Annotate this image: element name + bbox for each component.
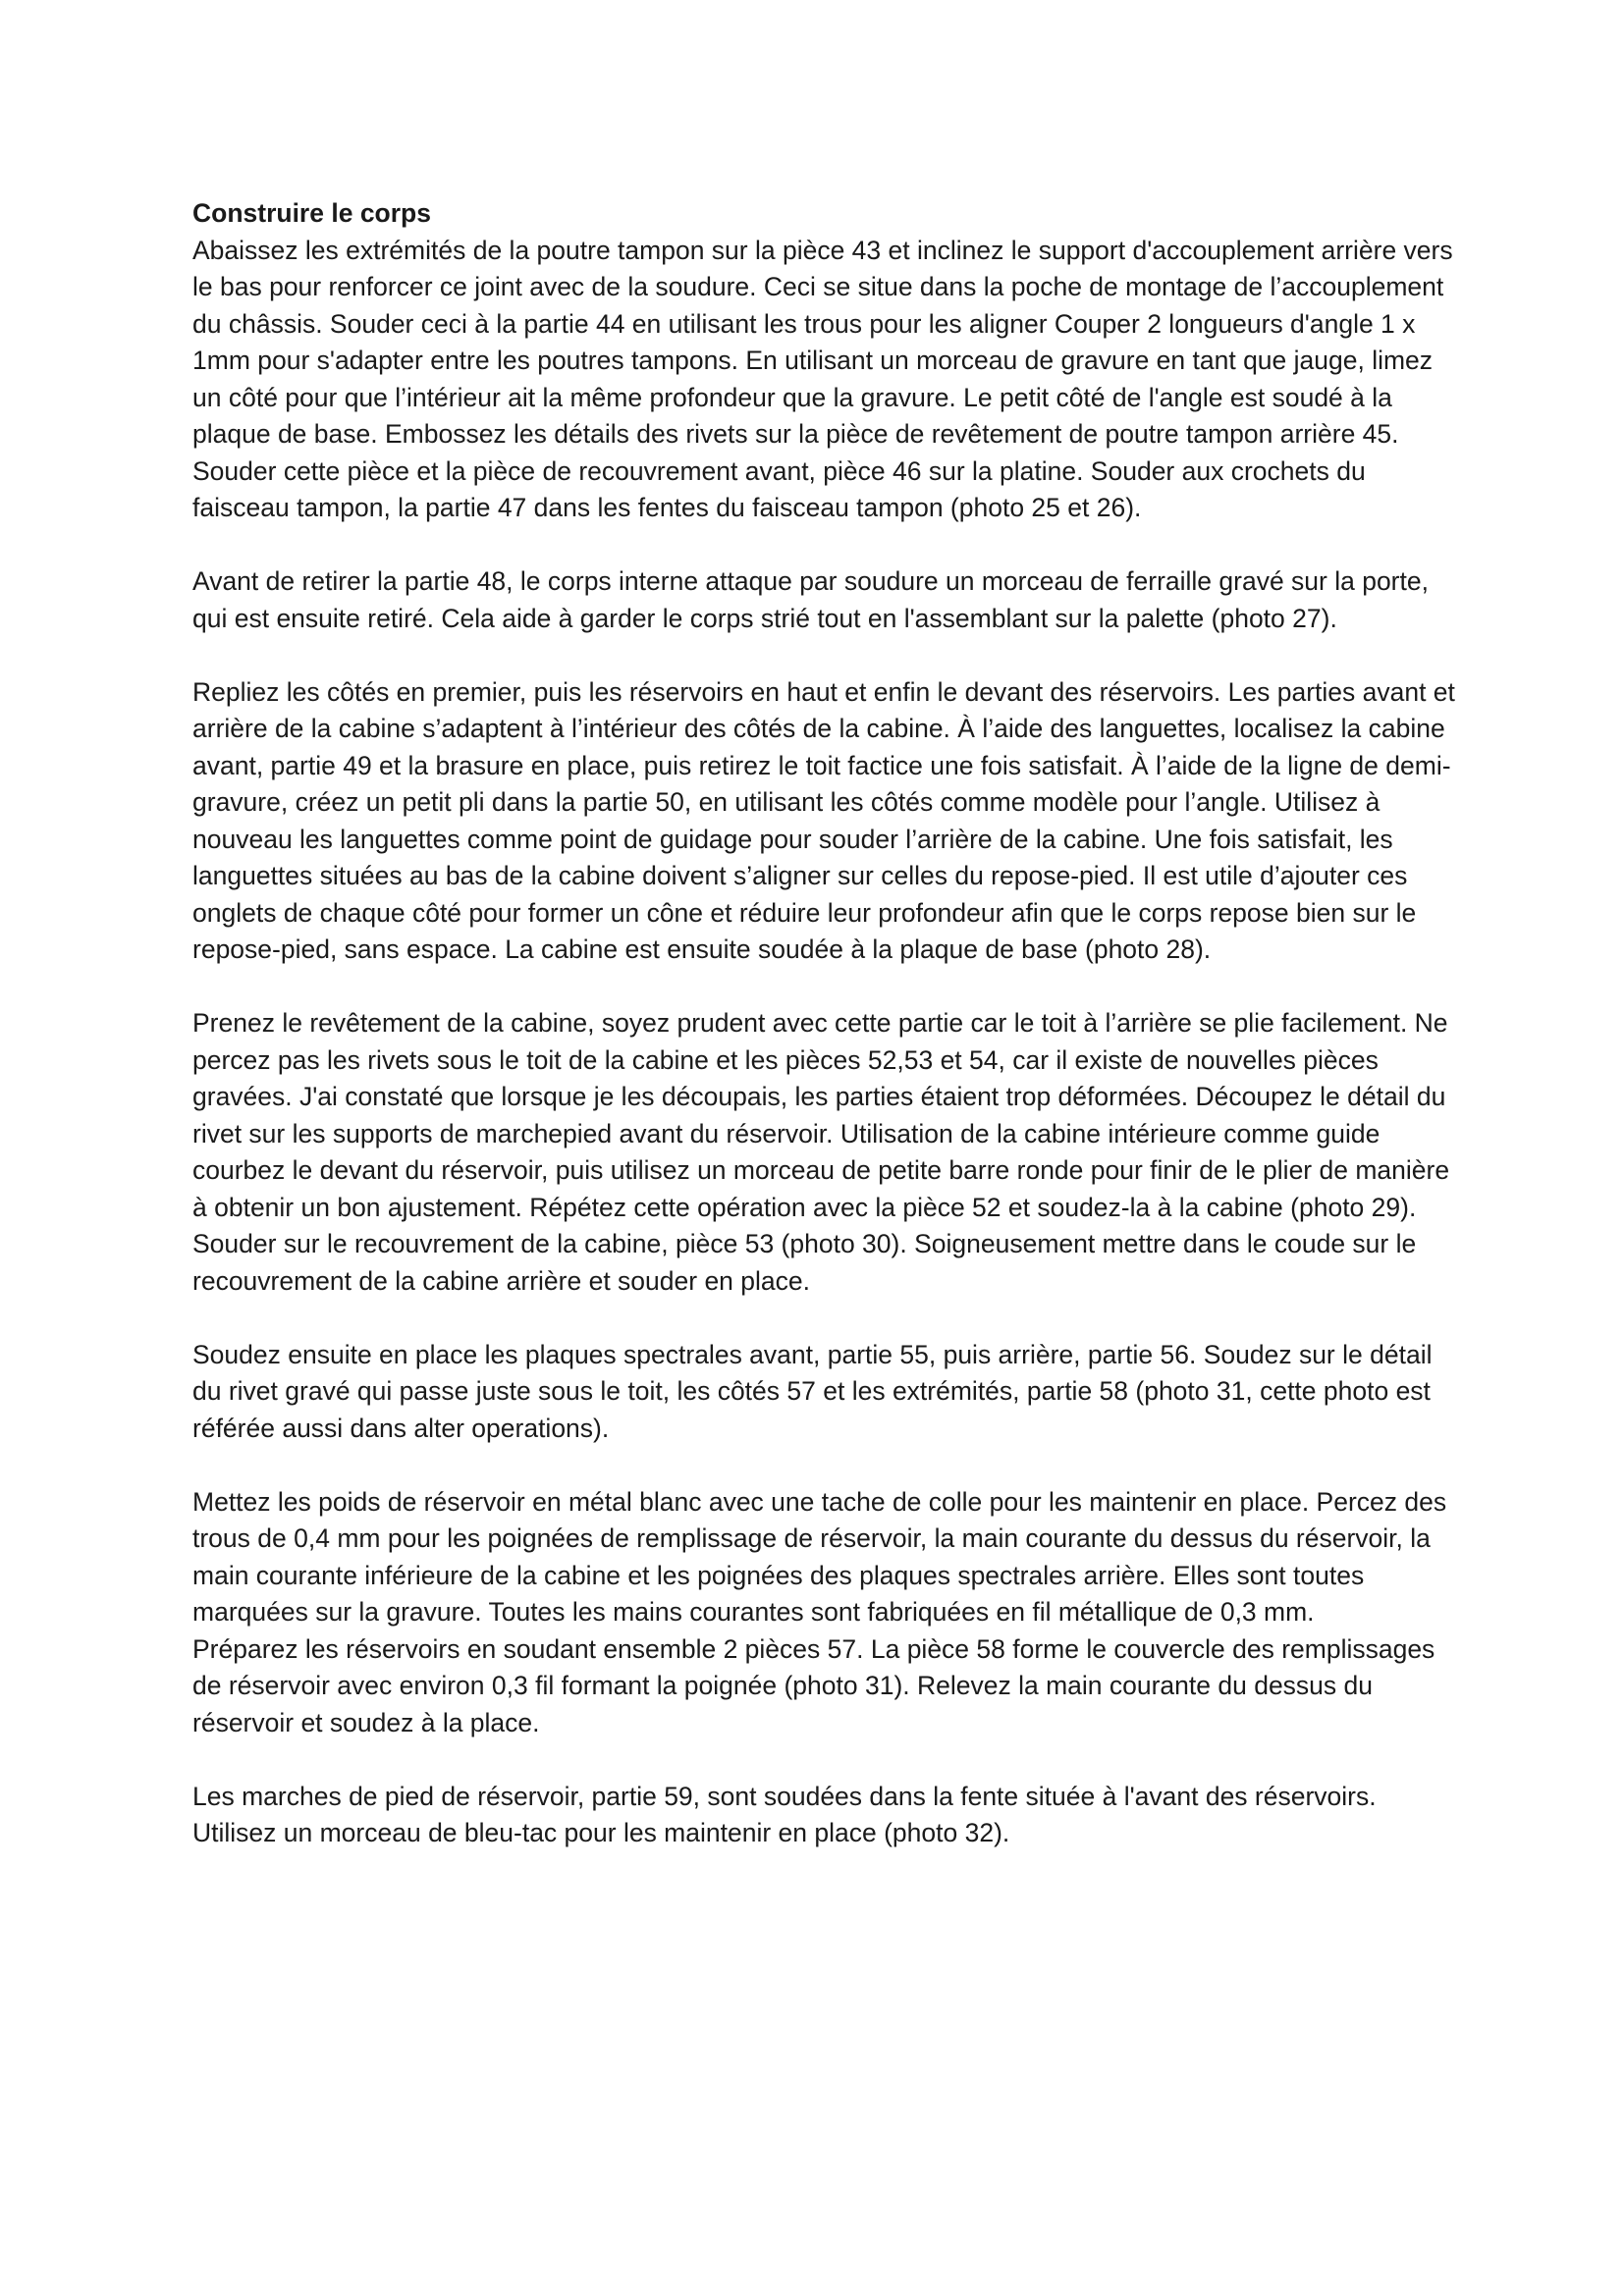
paragraph-buffer-beam: Abaissez les extrémités de la poutre tampon sur la pièce 43 et inclinez le support d'accouplement arrière vers le bas pour renforcer ce joint avec de la soudure. Ceci se situe dans la poche de montage de l’accouplement du châssis. Souder ceci à la partie 44 en utilisant les trous pour les aligner Couper 2 longueurs d'angle 1 x 1mm pour s'adapter entre les poutres tampons. En utilisant un morceau de gravure en tant que jauge, limez un côté pour que l’intérieur ait la même profondeur que la gravure. Le petit côté de l'angle est soudé à la plaque de base. Embossez les détails des rivets sur la pièce de revêtement de poutre tampon arrière 45. Souder cette pièce et la pièce de recouvrement avant, pièce 46 sur la platine. Souder aux crochets du faisceau tampon, la partie 47 dans les fentes du faisceau tampon (photo 25 et 26). [192, 235, 1453, 522]
paragraph-tank-steps: Les marches de pied de réservoir, partie 59, sont soudées dans la fente située à l'avant des réservoirs. Utilisez un morceau de bleu-tac pour les maintenir en place (photo 32). [192, 1781, 1377, 1847]
paragraph-tank-weights: Mettez les poids de réservoir en métal blanc avec une tache de colle pour les maintenir en place. Percez des trous de 0,4 mm pour les poignées de remplissage de réservoir, la main courante du dessus du réservoir, la main courante inférieure de la cabine et les poignées des plaques spectrales arrière. Elles sont toutes marquées sur la gravure. Toutes les mains courantes sont fabriquées en fil métallique de 0,3 mm. [192, 1486, 1447, 1627]
paragraph-cab-overlay: Prenez le revêtement de la cabine, soyez prudent avec cette partie car le toit à l’arrière se plie facilement. Ne percez pas les rivets sous le toit de la cabine et les pièces 52,53 et 54, car il existe de nouvelles pièces gravées. J'ai constaté que lorsque je les découpais, les parties étaient trop déformées. Découpez le détail du rivet sur les supports de marchepied avant du réservoir. Utilisation de la cabine intérieure comme guide courbez le devant du réservoir, puis utilisez un morceau de petite barre ronde pour finir de le plier de manière à obtenir un bon ajustement. Répétez cette opération avec la pièce 52 et soudez-la à la cabine (photo 29). Souder sur le recouvrement de la cabine, pièce 53 (photo 30). Soigneusement mettre dans le coude sur le recouvrement de la cabine arrière et souder en place. [192, 1008, 1450, 1296]
section-heading: Construire le corps [192, 198, 431, 228]
paragraph-cab-assembly: Repliez les côtés en premier, puis les réservoirs en haut et enfin le devant des réservoirs. Les parties avant et arrière de la cabine s’adaptent à l’intérieur des côtés de la cabine. À l’aide des languettes, localisez la cabine avant, partie 49 et la brasure en place, puis retirez le toit factice une fois satisfait. À l’aide de la ligne de demi-gravure, créez un petit pli dans la partie 50, en utilisant les côtés comme modèle pour l’angle. Utilisez à nouveau les languettes comme point de guidage pour souder l’arrière de la cabine. Une fois satisfait, les languettes situées au bas de la cabine doivent s’aligner sur celles du repose-pied. Il est utile d’ajouter ces onglets de chaque côté pour former un cône et réduire leur profondeur afin que le corps repose bien sur le repose-pied, sans espace. La cabine est ensuite soudée à la plaque de base (photo 28). [192, 676, 1455, 964]
paragraph-tank-fillers: Préparez les réservoirs en soudant ensemble 2 pièces 57. La pièce 58 forme le couvercle des remplissages de réservoir avec environ 0,3 fil formant la poignée (photo 31). Relevez la main courante du dessus du réservoir et soudez à la place. [192, 1633, 1435, 1737]
paragraph-inner-body: Avant de retirer la partie 48, le corps interne attaque par soudure un morceau de ferraille gravé sur la porte, qui est ensuite retiré. Cela aide à garder le corps strié tout en l'assemblant sur la palette (photo 27). [192, 566, 1429, 633]
document-page [192, 195, 1459, 1889]
paragraph-spectacle-plates: Soudez ensuite en place les plaques spectrales avant, partie 55, puis arrière, partie 56. Soudez sur le détail du rivet gravé qui passe juste sous le toit, les côtés 57 et les extrémités, partie 58 (photo 31, cette photo est référée aussi dans alter operations). [192, 1339, 1433, 1443]
